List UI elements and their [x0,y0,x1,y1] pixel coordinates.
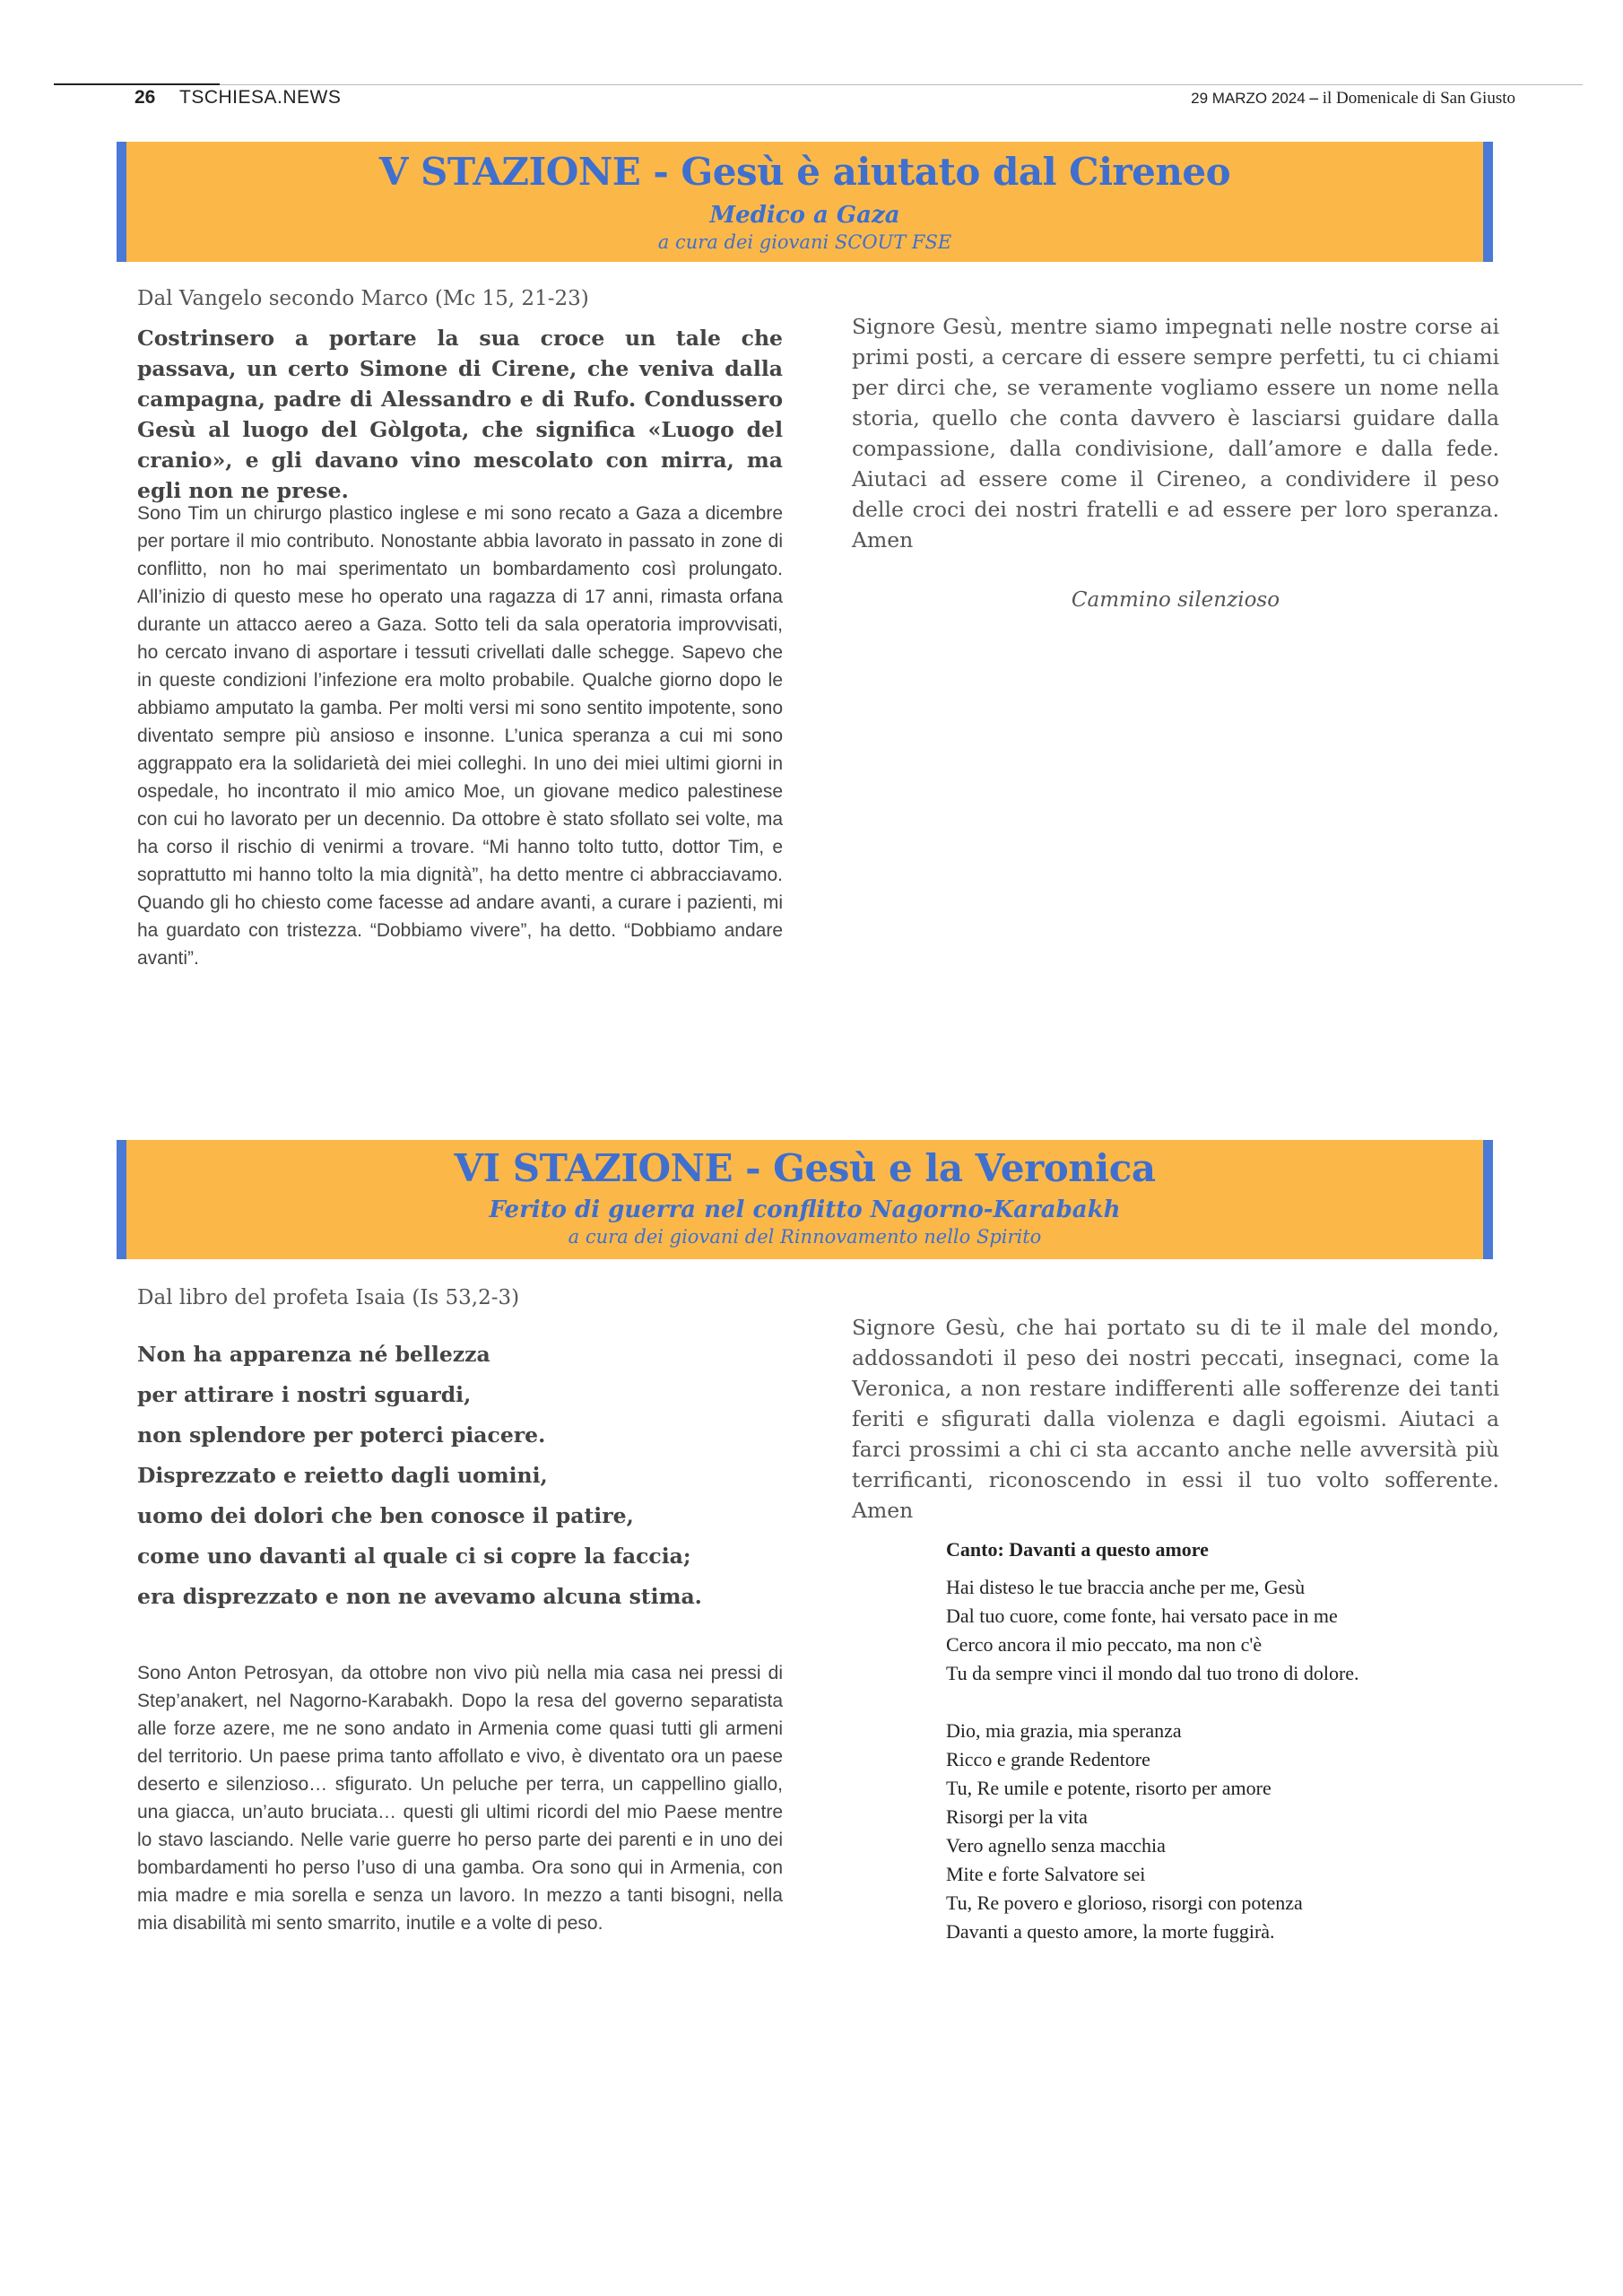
station5-prayer: Signore Gesù, mentre siamo impegnati nelle nostre corse ai primi posti, a cercare di essere sempre perfetti, tu ci chiami per dirci che, se veramente vogliamo essere un nome nella storia, quello che conta davvero è lasciarsi guidare dalla compassione, dalla condivisione, dall’amore e dalla fede. Aiutaci ad essere come il Cireneo, a condividere il peso delle croci dei nostri fratelli e ad essere per loro speranza. Amen [852,314,1499,552]
reading-line: Non ha apparenza né bellezza [137,1342,490,1367]
song-line: Davanti a questo amore, la morte fuggirà. [946,1920,1275,1943]
station6-banner [117,1140,1493,1259]
station6-prayer: Signore Gesù, che hai portato su di te il male del mondo, addossandoti il peso dei nostri peccati, insegnaci, come la Veronica, a non restare indifferenti alle sofferenze dei tanti feriti e sfigurati dalla violenza e dagli egoismi. Aiutaci a farci prossimi a chi ci sta accanto anche nelle avversità più terrificanti, riconoscendo in essi il tuo volto sofferente. Amen [852,1315,1499,1523]
reading-line: per attirare i nostri sguardi, [137,1382,472,1407]
song-line: Dio, mia grazia, mia speranza [946,1719,1182,1742]
song-line: Ricco e grande Redentore [946,1748,1150,1770]
issue-info [1191,89,1515,109]
issue-date: 29 MARZO 2024 [1191,90,1306,107]
song-line: Dal tuo cuore, come fonte, hai versato pace in me [946,1605,1338,1627]
song-stanza-2 [946,1717,1520,1946]
station5-subtitle: Medico a Gaza [709,202,900,229]
publication-name: il Domenicale di San Giusto [1322,89,1515,108]
song-line: Tu, Re umile e potente, risorto per amore [946,1777,1271,1799]
song-line: Tu, Re povero e glorioso, risorgi con potenza [946,1892,1303,1914]
station6-subtitle: Ferito di guerra nel conflitto Nagorno-Karabakh [489,1196,1121,1223]
song-title: Canto: Davanti a questo amore [946,1538,1209,1561]
song-line: Hai disteso le tue braccia anche per me, Gesù [946,1576,1306,1598]
song-stanza-1 [946,1573,1520,1688]
station5-gospel-text: Costrinsero a portare la sua croce un tale che passava, un certo Simone di Cirene, che veniva dalla campagna, padre di Alessandro e di Rufo. Condussero Gesù al luogo del Gòlgota, che significa «Luogo del cranio», e gli davano vino mescolato con mirra, ma egli non ne prese. [137,326,783,503]
page-number: 26 [135,87,156,108]
station5-banner [117,142,1493,262]
reading-line: uomo dei dolori che ben conosce il patire, [137,1503,634,1528]
song-block [946,1535,1520,1975]
station5-testimony: Sono Tim un chirurgo plastico inglese e mi sono recato a Gaza a dicembre per portare il mio contributo. Nonostante abbia lavorato in passato in zone di conflitto, non ho mai sperimentato un bombardamento così prolungato. All’inizio di questo mese ho operato una ragazza di 17 anni, rimasta orfana durante un attacco aereo a Gaza. Sotto teli da sala operatoria improvvisati, ho cercato invano di asportare i tessuti crivellati dalle schegge. Sapevo che in queste condizioni l’infezione era molto probabile. Qualche giorno dopo le abbiamo amputato la gamba. Per molti versi mi sono sentito impotente, sono diventato sempre più ansioso e insonne. L’unica speranza a cui mi sono aggrappato era la solidarietà dei miei colleghi. In uno dei miei ultimi giorni in ospedale, ho incontrato il mio amico Moe, un giovane medico palestinese con cui ho lavorato per un decennio. Da ottobre è stato sfollato sei volte, ma ha corso il rischio di venirmi a trovare. “Mi hanno tolto tutto, dottor Tim, e soprattutto mi hanno tolto la mia dignità”, ha detto mentre ci abbracciavamo. Quando gli ho chiesto come facesse ad andare avanti, a curare i pazienti, mi ha guardato con tristezza. “Dobbiamo vivere”, ha detto. “Dobbiamo andare avanti”. [137,503,783,969]
reading-line: era disprezzato e non ne avevamo alcuna stima. [137,1584,702,1609]
station5-closing: Cammino silenzioso [1071,588,1280,612]
header-rule [220,84,1583,85]
reading-line: Disprezzato e reietto dagli uomini, [137,1463,548,1488]
song-line: Tu da sempre vinci il mondo dal tuo trono di dolore. [946,1662,1359,1684]
reading-line: come uno davanti al quale ci si copre la faccia; [137,1544,691,1569]
header-rule-accent [54,83,220,85]
reading-line: non splendore per poterci piacere. [137,1422,546,1448]
song-line: Vero agnello senza macchia [946,1834,1166,1857]
song-line: Cerco ancora il mio peccato, ma non c'è [946,1633,1263,1656]
station6-reading [137,1335,783,1617]
station6-curator: a cura dei giovani del Rinnovamento nello Spirito [568,1226,1042,1248]
issue-separator: – [1305,89,1323,108]
station5-gospel-ref: Dal Vangelo secondo Marco (Mc 15, 21-23) [137,287,589,310]
station6-testimony: Sono Anton Petrosyan, da ottobre non vivo più nella mia casa nei pressi di Step’anakert, nel Nagorno-Karabakh. Dopo la resa del governo separatista alle forze azere, me ne sono andato in Armenia come quasi tutti gli armeni del territorio. Un paese prima tanto affollato e vivo, è diventato ora un paese deserto e silenzioso… sfigurato. Un peluche per terra, un cappellino giallo, una giacca, un’auto bruciata… questi gli ultimi ricordi del mio Paese mentre lo stavo lasciando. Nelle varie guerre ho perso parte dei parenti e in uno dei bombardamenti ho perso l’uso di una gamba. Ora sono qui in Armenia, con mia madre e mia sorella e senza un lavoro. In mezzo a tanti bisogni, nella mia disabilità mi sento smarrito, inutile e a volte di peso. [137,1663,783,1934]
station6-reading-ref: Dal libro del profeta Isaia (Is 53,2-3) [137,1286,520,1309]
site-name: TSCHIESA.NEWS [179,87,342,108]
song-line: Mite e forte Salvatore sei [946,1863,1146,1885]
station5-title: V STAZIONE - Gesù è aiutato dal Cireneo [378,150,1231,194]
song-line: Risorgi per la vita [946,1805,1088,1828]
station5-curator: a cura dei giovani SCOUT FSE [657,231,952,253]
station6-title: VI STAZIONE - Gesù e la Veronica [454,1146,1156,1190]
